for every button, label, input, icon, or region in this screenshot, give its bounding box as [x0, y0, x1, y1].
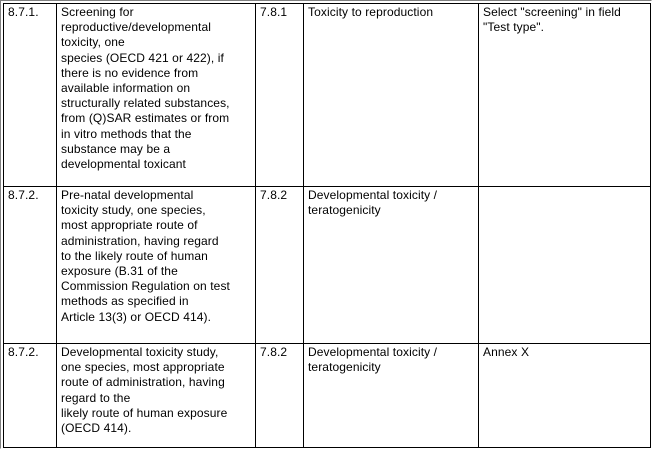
endpoint-name-cell: Developmental toxicity / teratogenicity: [304, 187, 479, 344]
section-number-cell: 8.7.2.: [4, 344, 57, 448]
table-row: [4, 4, 651, 187]
requirements-table: [3, 3, 651, 448]
section-number-cell: 8.7.1.: [4, 4, 57, 187]
endpoint-name-cell: Toxicity to reproduction: [304, 4, 479, 187]
remarks-cell: [479, 187, 651, 344]
iuclid-section-cell: 7.8.2: [256, 187, 304, 344]
iuclid-section-cell: 7.8.2: [256, 344, 304, 448]
information-requirement-cell: Developmental toxicity study, one species, most appropriate route of administration, having regard to the likely route of human exposure (OECD 414).: [57, 344, 256, 448]
information-requirement-cell: Pre-natal developmental toxicity study, one species, most appropriate route of administration, having regard to the likely route of human exposure (B.31 of the Commission Regulation on test methods as specified in Article 13(3) or OECD 414).: [57, 187, 256, 344]
table-row: [4, 344, 651, 448]
iuclid-section-cell: 7.8.1: [256, 4, 304, 187]
remarks-cell: Annex X: [479, 344, 651, 448]
remarks-cell: Select "screening" in field "Test type".: [479, 4, 651, 187]
information-requirement-cell: Screening for reproductive/developmental toxicity, one species (OECD 421 or 422), if there is no evidence from available information on structurally related substances, from (Q)SAR estimates or from in vitro methods that the substance may be a developmental toxicant: [57, 4, 256, 187]
endpoint-name-cell: Developmental toxicity / teratogenicity: [304, 344, 479, 448]
table-row: [4, 187, 651, 344]
section-number-cell: 8.7.2.: [4, 187, 57, 344]
